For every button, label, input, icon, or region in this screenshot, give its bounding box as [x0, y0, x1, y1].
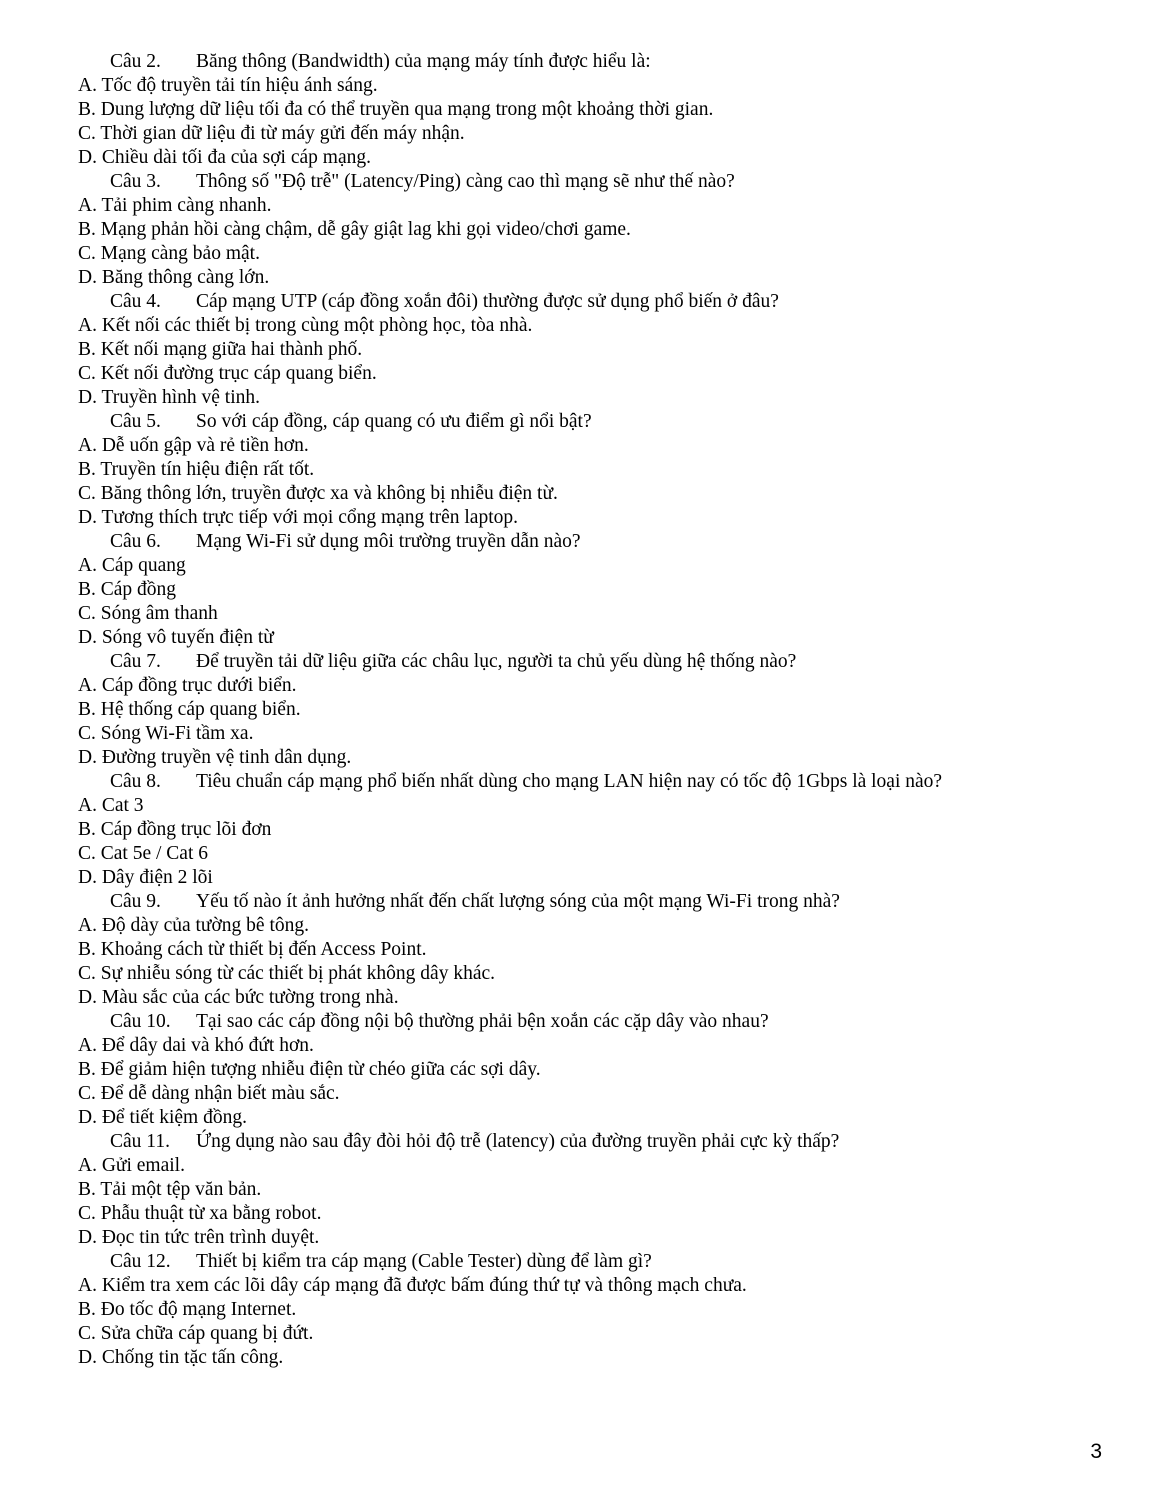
question-block [78, 770, 1088, 890]
answer-option: C. Thời gian dữ liệu đi từ máy gửi đến máy nhận. [78, 123, 465, 144]
answer-option: C. Sửa chữa cáp quang bị đứt. [78, 1323, 314, 1344]
answer-option: D. Đường truyền vệ tinh dân dụng. [78, 747, 352, 768]
question-number: Câu 10. [110, 1011, 171, 1032]
question-block [78, 1250, 1088, 1370]
answer-option: A. Để dây dai và khó đứt hơn. [78, 1035, 314, 1056]
answer-option: B. Kết nối mạng giữa hai thành phố. [78, 339, 363, 360]
answer-option: D. Tương thích trực tiếp với mọi cổng mạng trên laptop. [78, 507, 518, 528]
answer-option: A. Tải phim càng nhanh. [78, 195, 272, 216]
question-line [78, 770, 1088, 794]
answer-option: B. Để giảm hiện tượng nhiễu điện từ chéo giữa các sợi dây. [78, 1059, 541, 1080]
answer-option: D. Truyền hình vệ tinh. [78, 387, 261, 408]
question-line [78, 890, 1088, 914]
answer-option: A. Độ dày của tường bê tông. [78, 915, 310, 936]
answer-option: B. Cáp đồng trục lõi đơn [78, 819, 272, 840]
question-number: Câu 11. [110, 1131, 170, 1152]
question-text: Cáp mạng UTP (cáp đồng xoắn đôi) thường được sử dụng phổ biến ở đâu? [196, 291, 779, 312]
answer-option: D. Đọc tin tức trên trình duyệt. [78, 1227, 320, 1248]
question-number: Câu 5. [110, 411, 161, 432]
question-block [78, 890, 1088, 1010]
answer-option: D. Chống tin tặc tấn công. [78, 1347, 284, 1368]
question-text: Thông số "Độ trễ" (Latency/Ping) càng cao thì mạng sẽ như thế nào? [196, 171, 735, 192]
answer-option: A. Cáp quang [78, 555, 186, 576]
question-line [78, 290, 1088, 314]
question-line [78, 50, 1088, 74]
answer-option: B. Đo tốc độ mạng Internet. [78, 1299, 297, 1320]
answer-option: D. Băng thông càng lớn. [78, 267, 270, 288]
question-line [78, 170, 1088, 194]
question-line [78, 530, 1088, 554]
question-list [78, 50, 1088, 1370]
answer-option: C. Sóng âm thanh [78, 603, 218, 624]
answer-option: D. Chiều dài tối đa của sợi cáp mạng. [78, 147, 371, 168]
question-text: Mạng Wi-Fi sử dụng môi trường truyền dẫn nào? [196, 531, 581, 552]
answer-option: A. Kiểm tra xem các lõi dây cáp mạng đã được bấm đúng thứ tự và thông mạch chưa. [78, 1275, 747, 1296]
answer-option: A. Kết nối các thiết bị trong cùng một phòng học, tòa nhà. [78, 315, 533, 336]
question-text: Ứng dụng nào sau đây đòi hỏi độ trễ (latency) của đường truyền phải cực kỳ thấp? [196, 1131, 840, 1152]
question-block [78, 650, 1088, 770]
question-text: Thiết bị kiểm tra cáp mạng (Cable Tester) dùng để làm gì? [196, 1251, 652, 1272]
answer-option: B. Tải một tệp văn bản. [78, 1179, 262, 1200]
question-text: Yếu tố nào ít ảnh hưởng nhất đến chất lượng sóng của một mạng Wi-Fi trong nhà? [196, 891, 840, 912]
answer-option: A. Cat 3 [78, 795, 144, 816]
question-line [78, 1010, 1088, 1034]
question-block [78, 290, 1088, 410]
answer-option: C. Để dễ dàng nhận biết màu sắc. [78, 1083, 340, 1104]
answer-option: D. Dây điện 2 lõi [78, 867, 213, 888]
question-number: Câu 3. [110, 171, 161, 192]
question-number: Câu 9. [110, 891, 161, 912]
answer-option: A. Gửi email. [78, 1155, 185, 1176]
answer-option: C. Kết nối đường trục cáp quang biển. [78, 363, 377, 384]
question-line [78, 650, 1088, 674]
answer-option: B. Truyền tín hiệu điện rất tốt. [78, 459, 315, 480]
answer-option: B. Dung lượng dữ liệu tối đa có thể truyền qua mạng trong một khoảng thời gian. [78, 99, 714, 120]
page-number: 3 [1090, 1440, 1102, 1463]
question-block [78, 170, 1088, 290]
answer-option: B. Cáp đồng [78, 579, 177, 600]
answer-option: C. Sóng Wi-Fi tầm xa. [78, 723, 254, 744]
question-block [78, 530, 1088, 650]
answer-option: C. Mạng càng bảo mật. [78, 243, 260, 264]
answer-option: B. Mạng phản hồi càng chậm, dễ gây giật lag khi gọi video/chơi game. [78, 219, 631, 240]
question-block [78, 50, 1088, 170]
question-text: Tại sao các cáp đồng nội bộ thường phải bện xoắn các cặp dây vào nhau? [196, 1011, 769, 1032]
question-block [78, 1010, 1088, 1130]
question-text: Băng thông (Bandwidth) của mạng máy tính được hiểu là: [196, 51, 651, 72]
question-number: Câu 12. [110, 1251, 171, 1272]
question-number: Câu 6. [110, 531, 161, 552]
question-line [78, 1130, 1088, 1154]
answer-option: C. Băng thông lớn, truyền được xa và không bị nhiễu điện từ. [78, 483, 558, 504]
answer-option: D. Sóng vô tuyến điện từ [78, 627, 274, 648]
question-line [78, 410, 1088, 434]
answer-option: C. Phẫu thuật từ xa bằng robot. [78, 1203, 322, 1224]
answer-option: D. Màu sắc của các bức tường trong nhà. [78, 987, 399, 1008]
question-text: Tiêu chuẩn cáp mạng phổ biến nhất dùng cho mạng LAN hiện nay có tốc độ 1Gbps là loại nào? [196, 771, 943, 792]
question-line [78, 1250, 1088, 1274]
answer-option: A. Tốc độ truyền tải tín hiệu ánh sáng. [78, 75, 378, 96]
question-text: Để truyền tải dữ liệu giữa các châu lục, người ta chủ yếu dùng hệ thống nào? [196, 651, 797, 672]
question-block [78, 410, 1088, 530]
answer-option: B. Hệ thống cáp quang biển. [78, 699, 301, 720]
question-number: Câu 4. [110, 291, 161, 312]
answer-option: D. Để tiết kiệm đồng. [78, 1107, 247, 1128]
question-block [78, 1130, 1088, 1250]
question-number: Câu 7. [110, 651, 161, 672]
answer-option: B. Khoảng cách từ thiết bị đến Access Point. [78, 939, 427, 960]
answer-option: C. Sự nhiễu sóng từ các thiết bị phát không dây khác. [78, 963, 496, 984]
document-body [78, 50, 1088, 1370]
question-number: Câu 8. [110, 771, 161, 792]
question-number: Câu 2. [110, 51, 161, 72]
question-text: So với cáp đồng, cáp quang có ưu điểm gì nổi bật? [196, 411, 592, 432]
answer-option: A. Dễ uốn gập và rẻ tiền hơn. [78, 435, 309, 456]
answer-option: A. Cáp đồng trục dưới biển. [78, 675, 297, 696]
answer-option: C. Cat 5e / Cat 6 [78, 843, 208, 864]
